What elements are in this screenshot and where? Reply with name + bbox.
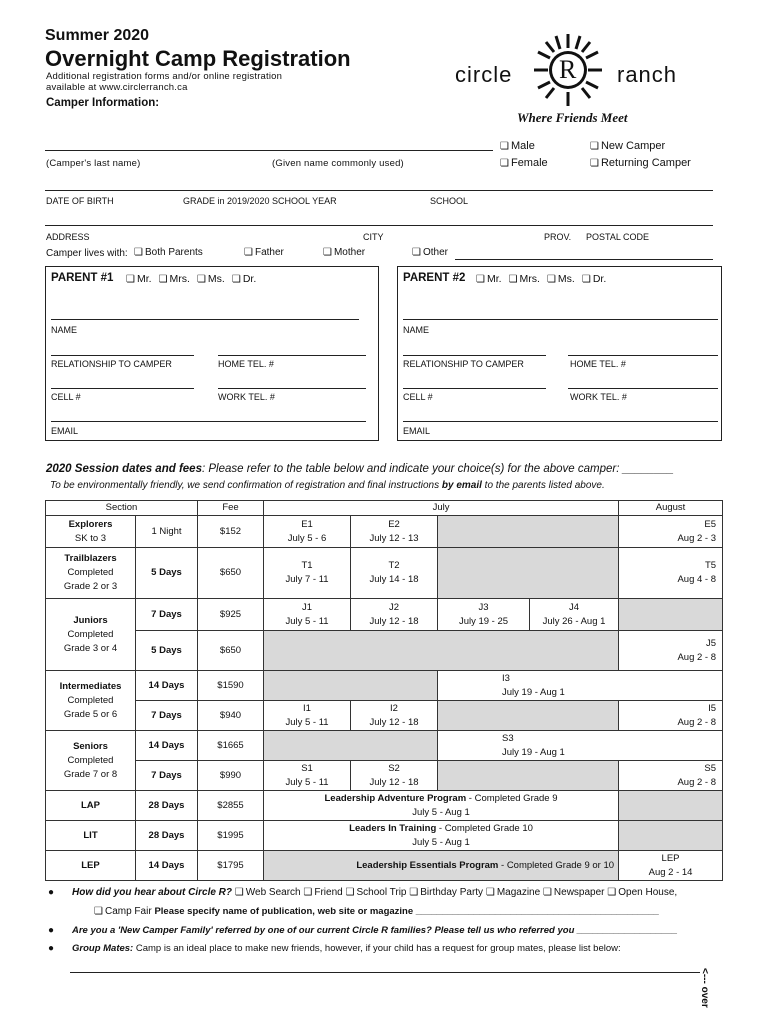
session-lep[interactable]: LEP Aug 2 - 14 — [619, 851, 723, 881]
lep-duration: 14 Days — [136, 851, 198, 881]
specify-prompt: Please specify name of publication, web site or magazine ______________________________________________ — [154, 906, 659, 917]
parent-2-home-label: HOME TEL. # — [570, 359, 626, 369]
lep-section: LEP — [46, 851, 136, 881]
juniors-duration-7: 7 Days — [136, 599, 198, 631]
parent-2-mrs-checkbox[interactable]: ❏ Mrs. — [509, 273, 540, 285]
parent-2-email-line[interactable] — [403, 421, 718, 422]
subtitle-line-1: Additional registration forms and/or online registration — [46, 71, 283, 82]
bullet-icon: ● — [48, 887, 55, 898]
seniors-duration-7: 7 Days — [136, 761, 198, 791]
dob-underline[interactable] — [45, 190, 713, 191]
lives-with-row — [46, 248, 128, 259]
male-checkbox[interactable]: ❏ Male — [500, 140, 535, 152]
grade-label: GRADE in 2019/2020 SCHOOL YEAR — [183, 196, 337, 206]
parent-2-cell-label: CELL # — [403, 392, 433, 402]
table-row — [46, 851, 723, 881]
intermediates-fee-14: $1590 — [198, 671, 264, 701]
parent-2-title: PARENT #2 — [403, 272, 466, 284]
web-search-checkbox[interactable]: ❏ Web Search — [235, 887, 301, 898]
parent-1-title: PARENT #1 — [51, 272, 114, 284]
page-title: Overnight Camp Registration — [45, 46, 351, 71]
parent-1-email-line[interactable] — [51, 421, 366, 422]
parent-2-ms-checkbox[interactable]: ❏ Ms. — [547, 273, 575, 285]
subtitle-line-2: available at www.circlerranch.ca — [46, 82, 188, 93]
seniors-fee-7: $990 — [198, 761, 264, 791]
session-e2[interactable]: E2 July 12 - 13 — [351, 516, 438, 548]
parent-2-relationship-label: RELATIONSHIP TO CAMPER — [403, 359, 524, 369]
session-i5[interactable]: I5 Aug 2 - 8 — [619, 701, 723, 731]
bullet-icon: ● — [48, 943, 55, 954]
table-row — [46, 701, 723, 731]
seniors-duration-14: 14 Days — [136, 731, 198, 761]
given-name-label: (Given name commonly used) — [272, 158, 404, 169]
table-row — [46, 516, 723, 548]
table-row — [46, 631, 723, 671]
city-label: CITY — [363, 232, 384, 242]
school-label: SCHOOL — [430, 196, 469, 206]
explorers-section: Explorers SK to 3 — [46, 516, 136, 548]
parent-1-name-line[interactable] — [51, 319, 359, 320]
parent-2-work-line[interactable] — [568, 388, 718, 389]
table-row — [46, 731, 723, 761]
parent-2-dr-checkbox[interactable]: ❏ Dr. — [582, 273, 606, 285]
table-row — [46, 548, 723, 599]
postal-code-label: POSTAL CODE — [586, 232, 650, 242]
shaded-cell — [438, 548, 619, 599]
friend-checkbox[interactable]: ❏ Friend — [303, 887, 342, 898]
both-parents-checkbox[interactable]: ❏ Both Parents — [134, 247, 203, 258]
seniors-fee-14: $1665 — [198, 731, 264, 761]
intermediates-duration-7: 7 Days — [136, 701, 198, 731]
lap-fee: $2855 — [198, 791, 264, 821]
parent-2-name-label: NAME — [403, 325, 430, 335]
logo-word-ranch: ranch — [617, 62, 678, 87]
lep-fee: $1795 — [198, 851, 264, 881]
name-underline[interactable] — [45, 150, 493, 151]
intermediates-duration-14: 14 Days — [136, 671, 198, 701]
juniors-duration-5: 5 Days — [136, 631, 198, 671]
magazine-checkbox[interactable]: ❏ Magazine — [486, 887, 540, 898]
lit-fee: $1995 — [198, 821, 264, 851]
lap-section: LAP — [46, 791, 136, 821]
shaded-cell — [619, 791, 723, 821]
shaded-cell — [264, 631, 619, 671]
explorers-duration: 1 Night — [136, 516, 198, 548]
shaded-cell — [619, 599, 723, 631]
intermediates-fee-7: $940 — [198, 701, 264, 731]
lap-duration: 28 Days — [136, 791, 198, 821]
parent-1-email-label: EMAIL — [51, 426, 79, 436]
prov-label: PROV. — [544, 232, 572, 242]
header-august: August — [619, 501, 723, 516]
table-header-row — [46, 501, 723, 516]
address-underline[interactable] — [45, 225, 713, 226]
female-checkbox[interactable]: ❏ Female — [500, 157, 548, 169]
hear-about-specify — [94, 906, 659, 917]
parent-1-mrs-checkbox[interactable]: ❏ Mrs. — [159, 273, 190, 285]
parent-2-email-label: EMAIL — [403, 426, 431, 436]
shaded-cell — [438, 516, 619, 548]
table-row — [46, 599, 723, 631]
header-fee: Fee — [198, 501, 264, 516]
session-t1[interactable]: T1 July 7 - 11 — [264, 548, 351, 599]
parent-2-mr-checkbox[interactable]: ❏ Mr. — [476, 273, 502, 285]
table-row — [46, 791, 723, 821]
returning-camper-checkbox[interactable]: ❏ Returning Camper — [590, 157, 691, 169]
new-camper-checkbox[interactable]: ❏ New Camper — [590, 140, 665, 152]
session-i1[interactable]: I1 July 5 - 11 — [264, 701, 351, 731]
session-table — [45, 500, 723, 881]
group-mates-question: Group Mates: Camp is an ideal place to make new friends, however, if your child has a request for group mates, please list below: — [72, 943, 621, 954]
session-s5[interactable]: S5 Aug 2 - 8 — [619, 761, 723, 791]
parent-1-work-label: WORK TEL. # — [218, 392, 275, 402]
parent-2-work-label: WORK TEL. # — [570, 392, 627, 402]
school-trip-checkbox[interactable]: ❏ School Trip — [346, 887, 407, 898]
parent-1-cell-label: CELL # — [51, 392, 81, 402]
session-note: To be environmentally friendly, we send confirmation of registration and final instructions by email to the parents listed above. — [50, 480, 605, 491]
juniors-fee-7: $925 — [198, 599, 264, 631]
parent-1-name-label: NAME — [51, 325, 78, 335]
parent-1-ms-checkbox[interactable]: ❏ Ms. — [197, 273, 225, 285]
intermediates-section: Intermediates Completed Grade 5 or 6 — [46, 671, 136, 731]
circle-r-ranch-logo — [455, 30, 695, 130]
lit-duration: 28 Days — [136, 821, 198, 851]
session-t2[interactable]: T2 July 14 - 18 — [351, 548, 438, 599]
address-label: ADDRESS — [46, 232, 90, 242]
newspaper-checkbox[interactable]: ❏ Newspaper — [543, 887, 605, 898]
juniors-fee-5: $650 — [198, 631, 264, 671]
header-section: Section — [46, 501, 198, 516]
session-i3[interactable]: I3 July 19 - Aug 1 — [438, 671, 723, 701]
session-j5[interactable]: J5 Aug 2 - 8 — [619, 631, 723, 671]
dob-label: DATE OF BIRTH — [46, 196, 114, 206]
logo-letter-r: R — [559, 55, 577, 84]
parent-1-home-line[interactable] — [218, 355, 366, 356]
trailblazers-duration: 5 Days — [136, 548, 198, 599]
shaded-cell — [264, 671, 438, 701]
open-house-checkbox[interactable]: ❏ Open House, — [607, 887, 677, 898]
lives-with-label: Camper lives with: — [46, 248, 128, 259]
parent-1-relationship-label: RELATIONSHIP TO CAMPER — [51, 359, 172, 369]
season-label: Summer 2020 — [45, 27, 150, 44]
session-t5[interactable]: T5 Aug 4 - 8 — [619, 548, 723, 599]
other-underline[interactable] — [455, 259, 713, 260]
seniors-section: Seniors Completed Grade 7 or 8 — [46, 731, 136, 791]
table-row — [46, 761, 723, 791]
parent-1-dr-checkbox[interactable]: ❏ Dr. — [232, 273, 256, 285]
parent-1-box — [45, 266, 379, 441]
shaded-cell — [619, 821, 723, 851]
session-j1[interactable]: J1 July 5 - 11 — [264, 599, 351, 631]
parent-2-name-line[interactable] — [403, 319, 718, 320]
trailblazers-section: Trailblazers Completed Grade 2 or 3 — [46, 548, 136, 599]
shaded-cell — [264, 731, 438, 761]
session-s2[interactable]: S2 July 12 - 18 — [351, 761, 438, 791]
hear-about-question: How did you hear about Circle R? ❏ Web Search ❏ Friend ❏ School Trip ❏ Birthday Party ❏ Magazine ❏ Newspaper ❏ Open House, — [72, 887, 677, 898]
table-row — [46, 671, 723, 701]
bullet-icon: ● — [48, 925, 55, 936]
parent-2-honorifics — [476, 273, 613, 285]
session-s3[interactable]: S3 July 19 - Aug 1 — [438, 731, 723, 761]
birthday-party-checkbox[interactable]: ❏ Birthday Party — [409, 887, 483, 898]
table-row — [46, 821, 723, 851]
logo-word-circle: circle — [455, 62, 513, 87]
session-e1[interactable]: E1 July 5 - 6 — [264, 516, 351, 548]
other-checkbox[interactable]: ❏ Other — [412, 247, 448, 258]
parent-1-work-line[interactable] — [218, 388, 366, 389]
parent-2-cell-line[interactable] — [403, 388, 546, 389]
lit-section: LIT — [46, 821, 136, 851]
parent-1-cell-line[interactable] — [51, 388, 194, 389]
parent-2-relationship-line[interactable] — [403, 355, 546, 356]
parent-2-box — [397, 266, 722, 441]
trailblazers-fee: $650 — [198, 548, 264, 599]
section-heading: Camper Information: — [46, 97, 160, 109]
session-s1[interactable]: S1 July 5 - 11 — [264, 761, 351, 791]
referral-question: Are you a 'New Camper Family' referred by one of our current Circle R families? Please tell us who referred you ___________________ — [72, 925, 678, 936]
session-lit[interactable]: Leaders In Training - Completed Grade 10 July 5 - Aug 1 — [264, 821, 619, 851]
session-j4[interactable]: J4 July 26 - Aug 1 — [530, 599, 619, 631]
session-e5[interactable]: E5 Aug 2 - 3 — [619, 516, 723, 548]
shaded-cell — [438, 701, 619, 731]
mother-checkbox[interactable]: ❏ Mother — [323, 247, 365, 258]
parent-1-mr-checkbox[interactable]: ❏ Mr. — [126, 273, 152, 285]
parent-1-honorifics — [126, 273, 263, 285]
parent-1-home-label: HOME TEL. # — [218, 359, 274, 369]
session-j2[interactable]: J2 July 12 - 18 — [351, 599, 438, 631]
over-arrow-label: <--- over — [699, 968, 710, 1008]
lep-description: Leadership Essentials Program - Completed Grade 9 or 10 — [264, 851, 619, 881]
group-mates-underline[interactable] — [70, 972, 700, 973]
session-i2[interactable]: I2 July 12 - 18 — [351, 701, 438, 731]
session-j3[interactable]: J3 July 19 - 25 — [438, 599, 530, 631]
shaded-cell — [438, 761, 619, 791]
last-name-label: (Camper's last name) — [46, 158, 141, 169]
logo-tagline: Where Friends Meet — [517, 110, 628, 125]
explorers-fee: $152 — [198, 516, 264, 548]
juniors-section: Juniors Completed Grade 3 or 4 — [46, 599, 136, 671]
camp-fair-checkbox[interactable]: ❏ Camp Fair — [94, 906, 152, 917]
header-july: July — [264, 501, 619, 516]
session-lap[interactable]: Leadership Adventure Program - Completed Grade 9 July 5 - Aug 1 — [264, 791, 619, 821]
father-checkbox[interactable]: ❏ Father — [244, 247, 284, 258]
session-heading: 2020 Session dates and fees: Please refer to the table below and indicate your choice(s) for the above camper: ________ — [46, 463, 674, 475]
parent-2-home-line[interactable] — [568, 355, 718, 356]
parent-1-relationship-line[interactable] — [51, 355, 194, 356]
